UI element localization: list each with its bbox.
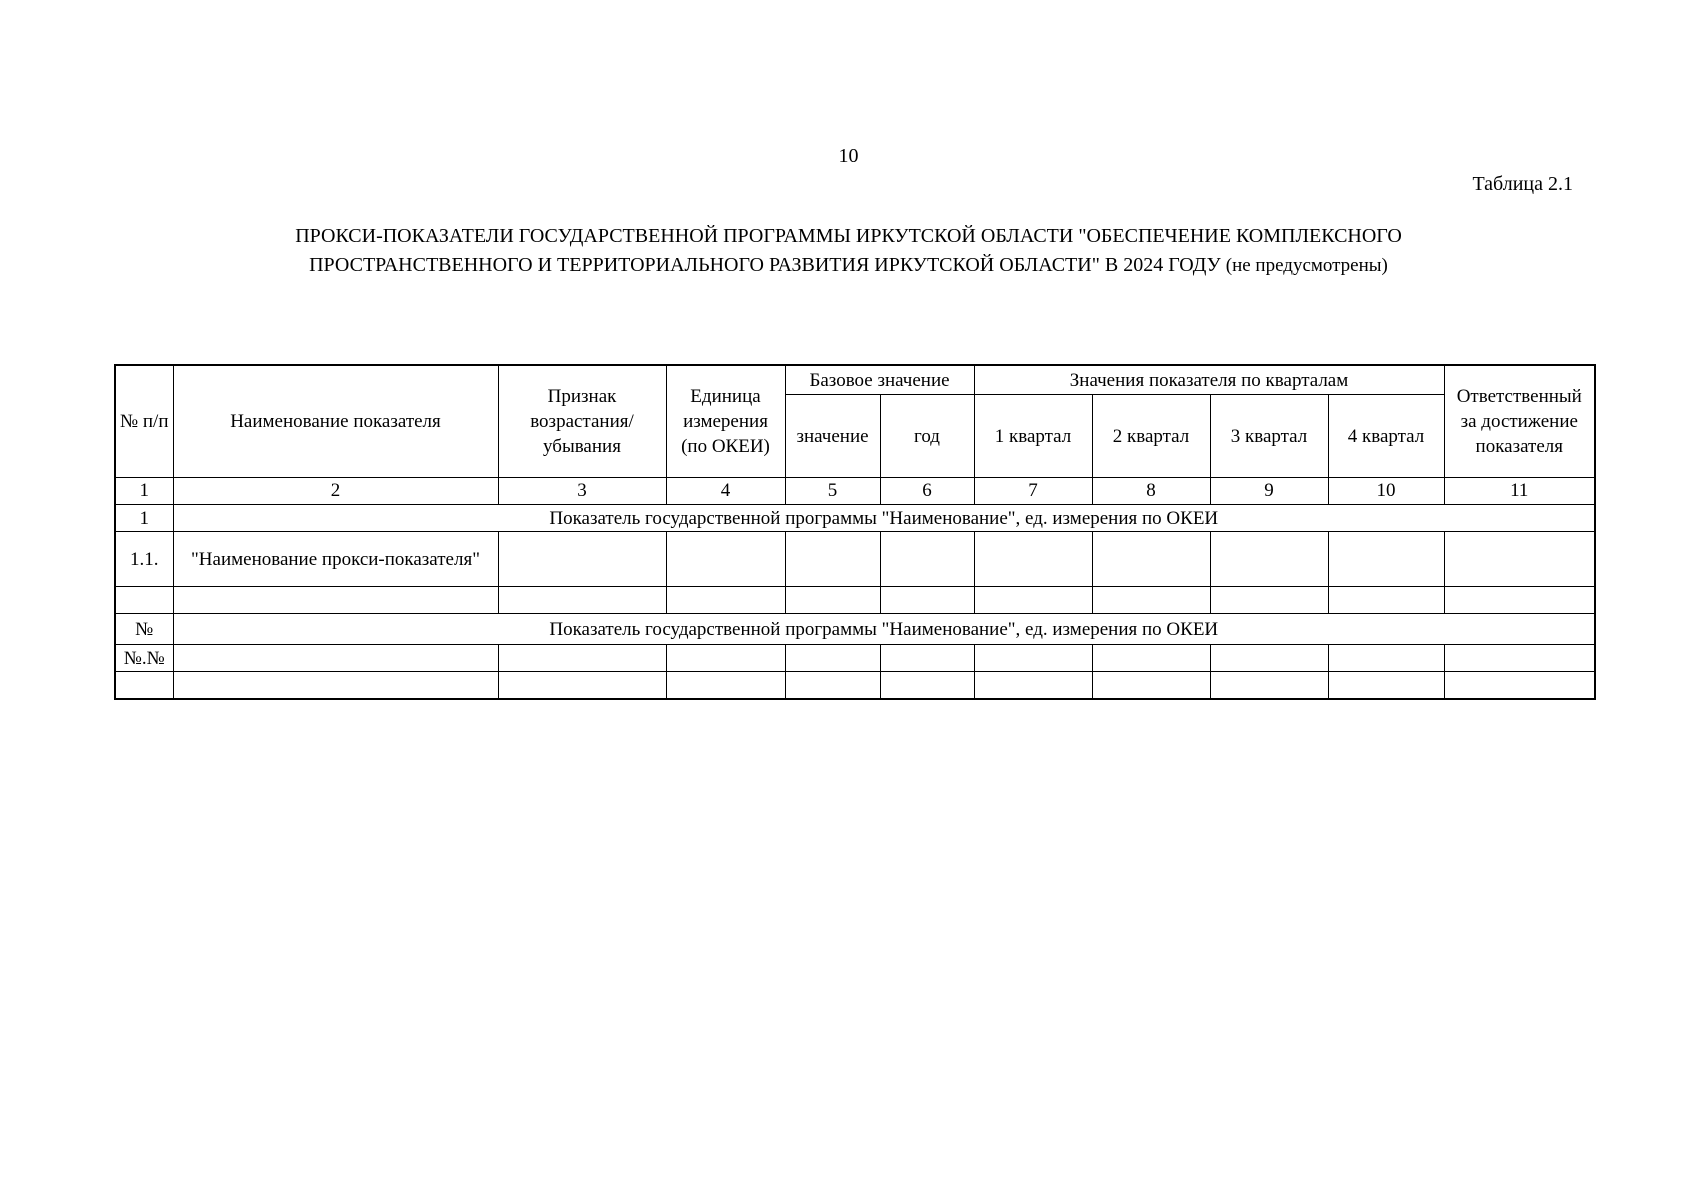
cell xyxy=(1328,587,1444,614)
column-number: 10 xyxy=(1328,478,1444,505)
cell xyxy=(1210,645,1328,672)
row-num xyxy=(115,672,173,700)
cell xyxy=(1210,672,1328,700)
cell xyxy=(1444,672,1595,700)
title-line-2-text: ПРОСТРАНСТВЕННОГО И ТЕРРИТОРИАЛЬНОГО РАЗВИТИЯ ИРКУТСКОЙ ОБЛАСТИ" В 2024 ГОДУ xyxy=(309,254,1221,276)
header-sign: Признак возрастания/ убывания xyxy=(498,365,666,478)
cell xyxy=(974,532,1092,587)
section-row xyxy=(115,614,1595,645)
table-row xyxy=(115,587,1595,614)
cell xyxy=(1444,532,1595,587)
column-number: 7 xyxy=(974,478,1092,505)
title-note: (не предусмотрены) xyxy=(1225,255,1388,276)
cell xyxy=(498,587,666,614)
cell xyxy=(1328,672,1444,700)
column-number: 4 xyxy=(666,478,785,505)
header-q4: 4 квартал xyxy=(1328,395,1444,478)
column-number: 9 xyxy=(1210,478,1328,505)
cell xyxy=(880,645,974,672)
table-row xyxy=(115,645,1595,672)
column-number: 3 xyxy=(498,478,666,505)
row-name xyxy=(173,645,498,672)
row-num: №.№ xyxy=(115,645,173,672)
header-q3: 3 квартал xyxy=(1210,395,1328,478)
header-quarters-group: Значения показателя по кварталам xyxy=(974,365,1444,395)
header-base-year: год xyxy=(880,395,974,478)
cell xyxy=(666,532,785,587)
header-num: № п/п xyxy=(115,365,173,478)
proxy-indicators-table xyxy=(114,364,1596,700)
cell xyxy=(1092,645,1210,672)
cell xyxy=(1092,587,1210,614)
cell xyxy=(785,672,880,700)
row-num: 1.1. xyxy=(115,532,173,587)
header-q2: 2 квартал xyxy=(1092,395,1210,478)
header-row-1 xyxy=(115,365,1595,395)
cell xyxy=(498,672,666,700)
column-number: 5 xyxy=(785,478,880,505)
cell xyxy=(1328,645,1444,672)
cell xyxy=(785,645,880,672)
row-num: 1 xyxy=(115,505,173,532)
column-number-row xyxy=(115,478,1595,505)
column-number: 2 xyxy=(173,478,498,505)
page-number: 10 xyxy=(838,145,859,167)
table-row xyxy=(115,532,1595,587)
row-name: "Наименование прокси-показателя" xyxy=(173,532,498,587)
cell xyxy=(785,587,880,614)
row-name xyxy=(173,587,498,614)
header-name: Наименование показателя xyxy=(173,365,498,478)
title-line-2 xyxy=(0,251,1697,280)
cell xyxy=(498,645,666,672)
cell xyxy=(1092,532,1210,587)
document-title xyxy=(0,222,1697,280)
cell xyxy=(1328,532,1444,587)
column-number: 1 xyxy=(115,478,173,505)
cell xyxy=(1444,645,1595,672)
cell xyxy=(880,587,974,614)
cell xyxy=(974,672,1092,700)
cell xyxy=(1092,672,1210,700)
column-number: 6 xyxy=(880,478,974,505)
row-name xyxy=(173,672,498,700)
header-q1: 1 квартал xyxy=(974,395,1092,478)
column-number: 8 xyxy=(1092,478,1210,505)
section-title: Показатель государственной программы "Наименование", ед. измерения по ОКЕИ xyxy=(173,614,1595,645)
cell xyxy=(880,532,974,587)
cell xyxy=(785,532,880,587)
cell xyxy=(974,645,1092,672)
table-label: Таблица 2.1 xyxy=(1472,173,1573,195)
cell xyxy=(666,587,785,614)
cell xyxy=(498,532,666,587)
cell xyxy=(666,672,785,700)
header-base-value: значение xyxy=(785,395,880,478)
column-number: 11 xyxy=(1444,478,1595,505)
row-num xyxy=(115,587,173,614)
cell xyxy=(1444,587,1595,614)
section-title: Показатель государственной программы "Наименование", ед. измерения по ОКЕИ xyxy=(173,505,1595,532)
header-base-group: Базовое значение xyxy=(785,365,974,395)
cell xyxy=(1210,532,1328,587)
title-line-1: ПРОКСИ-ПОКАЗАТЕЛИ ГОСУДАРСТВЕННОЙ ПРОГРАММЫ ИРКУТСКОЙ ОБЛАСТИ "ОБЕСПЕЧЕНИЕ КОМПЛЕКСНОГО xyxy=(295,225,1402,247)
cell xyxy=(666,645,785,672)
header-responsible: Ответственный за достижение показателя xyxy=(1444,365,1595,478)
cell xyxy=(1210,587,1328,614)
cell xyxy=(974,587,1092,614)
table-row xyxy=(115,672,1595,700)
row-num: № xyxy=(115,614,173,645)
header-unit: Единица измерения (по ОКЕИ) xyxy=(666,365,785,478)
section-row xyxy=(115,505,1595,532)
cell xyxy=(880,672,974,700)
